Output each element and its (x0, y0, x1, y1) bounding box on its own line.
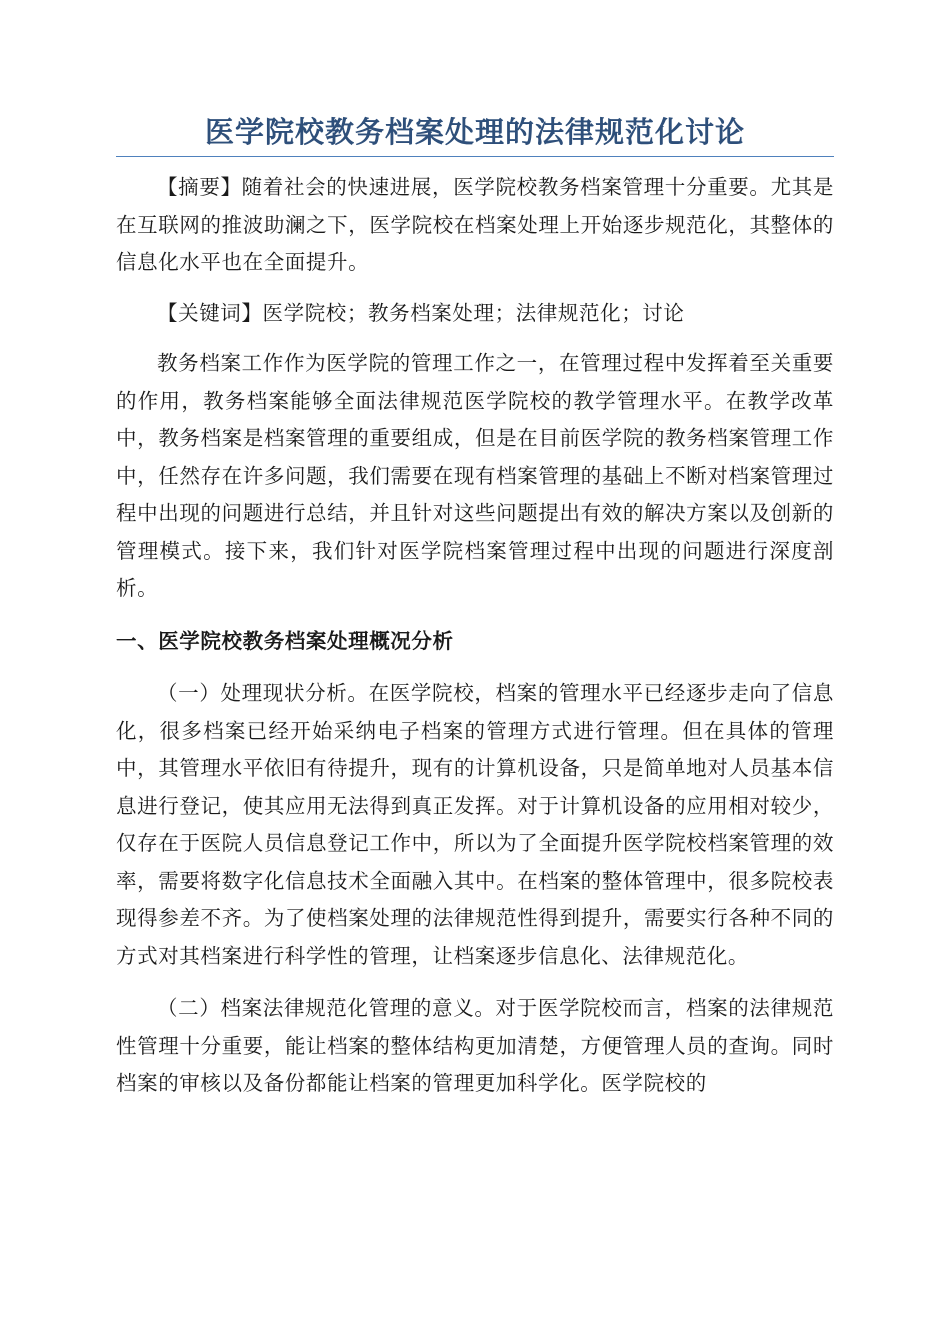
title-underline (116, 156, 834, 157)
document-page (116, 108, 834, 1118)
body-paragraph: （二）档案法律规范化管理的意义。对于医学院校而言，档案的法律规范性管理十分重要，能让档案的整体结构更加清楚，方便管理人员的查询。同时档案的审核以及备份都能让档案的管理更加科学化。医学院校的 (116, 996, 834, 1095)
abstract-paragraph: 【摘要】随着社会的快速进展，医学院校教务档案管理十分重要。尤其是在互联网的推波助澜之下，医学院校在档案处理上开始逐步规范化，其整体的信息化水平也在全面提升。 (116, 175, 834, 274)
intro-paragraph: 教务档案工作作为医学院的管理工作之一，在管理过程中发挥着至关重要的作用，教务档案能够全面法律规范医学院校的教学管理水平。在教学改革中，教务档案是档案管理的重要组成，但是在目前医学院的教务档案管理工作中，任然存在许多问题，我们需要在现有档案管理的基础上不断对档案管理过程中出现的问题进行总结，并且针对这些问题提出有效的解决方案以及创新的管理模式。接下来，我们针对医学院档案管理过程中出现的问题进行深度剖析。 (116, 351, 834, 600)
body-paragraph: （一）处理现状分析。在医学院校，档案的管理水平已经逐步走向了信息化，很多档案已经开始采纳电子档案的管理方式进行管理。但在具体的管理中，其管理水平依旧有待提升，现有的计算机设备，只是简单地对人员基本信息进行登记，使其应用无法得到真正发挥。对于计算机设备的应用相对较少，仅存在于医院人员信息登记工作中，所以为了全面提升医学院校档案管理的效率，需要将数字化信息技术全面融入其中。在档案的整体管理中，很多院校表现得参差不齐。为了使档案处理的法律规范性得到提升，需要实行各种不同的方式对其档案进行科学性的管理，让档案逐步信息化、法律规范化。 (116, 681, 834, 968)
keywords-paragraph: 【关键词】医学院校；教务档案处理；法律规范化；讨论 (157, 300, 685, 325)
document-title: 医学院校教务档案处理的法律规范化讨论 (204, 115, 745, 149)
section-heading: 一、医学院校教务档案处理概况分析 (116, 628, 454, 653)
